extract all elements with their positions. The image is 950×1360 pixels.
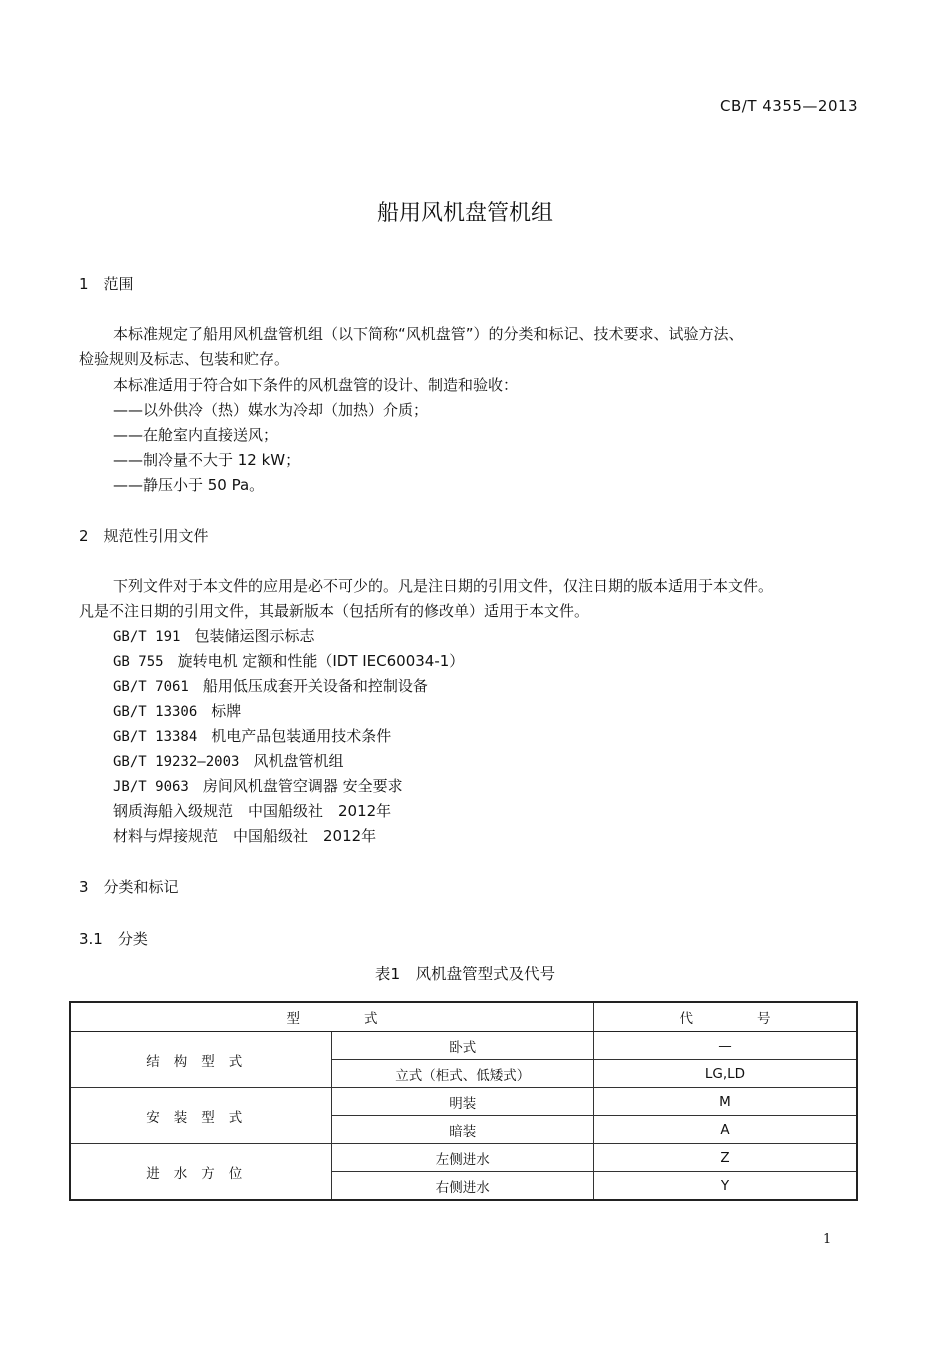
table-1 [69, 1001, 858, 1201]
code-cell: Z [593, 1144, 857, 1172]
section-1-para1-line2: 检验规则及标志、包装和贮存。 [79, 350, 290, 368]
reference-item [113, 624, 314, 650]
reference-item [113, 649, 464, 675]
type-cell: 左侧进水 [332, 1144, 593, 1172]
header-type-cell: 型式 [70, 1002, 593, 1032]
section-1-para1-line1: 本标准规定了船用风机盘管机组（以下简称“风机盘管”）的分类和标记、技术要求、试验方法、 [113, 325, 744, 343]
table-1-caption: 表1 风机盘管型式及代号 [374, 965, 556, 983]
reference-item [113, 749, 343, 775]
scope-item: ——在舱室内直接送风； [113, 426, 279, 444]
section-2-para-line1: 下列文件对于本文件的应用是必不可少的。凡是注日期的引用文件，仅注日期的版本适用于本文件。 [113, 577, 774, 595]
table-row [70, 1088, 857, 1116]
reference-code: GB/T 13384 [113, 729, 198, 745]
code-cell: Y [593, 1172, 857, 1201]
section-3-heading: 3 分类和标记 [79, 878, 179, 896]
section-3-1-heading: 3.1 分类 [79, 930, 148, 948]
reference-title: 包装储运图示标志 [194, 627, 315, 645]
reference-title: 标牌 [211, 702, 242, 720]
document-title: 船用风机盘管机组 [376, 201, 553, 226]
header-code-cell: 代号 [593, 1002, 857, 1032]
type-cell: 卧式 [332, 1032, 593, 1060]
reference-code: JB/T 9063 [113, 779, 189, 795]
standard-code: CB/T 4355—2013 [720, 97, 859, 115]
section-1-heading: 1 范围 [79, 275, 134, 293]
page-number: 1 [823, 1232, 832, 1247]
reference-title: 房间风机盘管空调器 安全要求 [202, 777, 403, 795]
section-2-para-line2: 凡是不注日期的引用文件，其最新版本（包括所有的修改单）适用于本文件。 [79, 602, 590, 620]
code-cell: M [593, 1088, 857, 1116]
table-row [70, 1032, 857, 1060]
reference-code: GB/T 191 [113, 629, 181, 645]
reference-code: GB/T 19232—2003 [113, 754, 240, 770]
scope-item: ——以外供冷（热）媒水为冷却（加热）介质； [113, 401, 429, 419]
table-row [70, 1144, 857, 1172]
reference-title: 旋转电机 定额和性能（IDT IEC60034-1） [177, 652, 465, 670]
reference-title: 船用低压成套开关设备和控制设备 [202, 677, 428, 695]
group-name-cell: 安装型式 [70, 1088, 332, 1144]
reference-rule: 钢质海船入级规范 中国船级社 2012年 [113, 802, 392, 820]
type-cell: 暗装 [332, 1116, 593, 1144]
type-cell: 右侧进水 [332, 1172, 593, 1201]
code-cell: A [593, 1116, 857, 1144]
reference-code: GB 755 [113, 654, 164, 670]
reference-code: GB/T 13306 [113, 704, 198, 720]
scope-item: ——静压小于 50 Pa。 [113, 476, 265, 494]
reference-item [113, 724, 391, 750]
reference-code: GB/T 7061 [113, 679, 189, 695]
type-cell: 明装 [332, 1088, 593, 1116]
reference-item [113, 674, 428, 700]
group-name-cell: 结构型式 [70, 1032, 332, 1088]
type-cell: 立式（柜式、低矮式） [332, 1060, 593, 1088]
reference-item [113, 699, 241, 725]
reference-title: 风机盘管机组 [253, 752, 344, 770]
table-header-row [70, 1002, 857, 1032]
reference-title: 机电产品包装通用技术条件 [211, 727, 392, 745]
group-name-cell: 进水方位 [70, 1144, 332, 1201]
section-2-heading: 2 规范性引用文件 [79, 527, 209, 545]
section-1-para2: 本标准适用于符合如下条件的风机盘管的设计、制造和验收： [113, 376, 519, 394]
code-cell: — [593, 1032, 857, 1060]
reference-rule: 材料与焊接规范 中国船级社 2012年 [113, 827, 377, 845]
code-cell: LG,LD [593, 1060, 857, 1088]
reference-item [113, 774, 403, 800]
scope-item: ——制冷量不大于 12 kW； [113, 451, 301, 469]
